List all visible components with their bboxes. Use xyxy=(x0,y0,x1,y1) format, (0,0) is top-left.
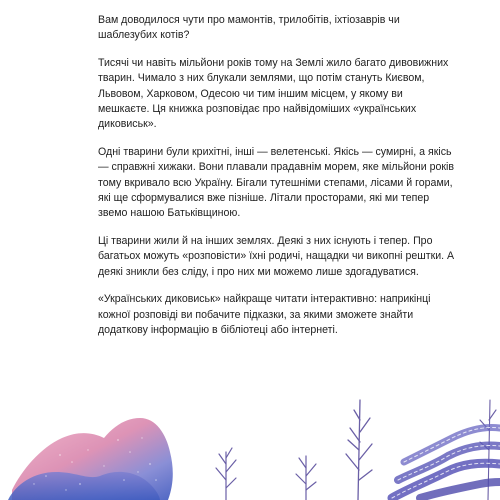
paragraph-4: Ці тварини жили й на інших землях. Деякі з них існують і тепер. Про багатьох можуть «розповісти» їхні родичі, нащадки чи викопні рештки. А деякі зникли без сліду, і про них ми можемо лише здогадуватися. xyxy=(98,234,455,278)
stream xyxy=(392,427,500,498)
tree-left xyxy=(216,448,236,500)
paragraph-2: Тисячі чи навіть мільйони років тому на Землі жило багато дивовижних тварин. Чимало з них блукали землями, що потім стануть Києвом, Львовом, Харковом, Одесою чи тим іншим місцем, у якому ви мешкаєте. Ця книжка розповідає про найвідоміших «українських диковиськ». xyxy=(98,56,449,131)
tree-right xyxy=(346,400,372,500)
landscape-illustration xyxy=(0,380,500,500)
paragraph-5: «Українських диковиськ» найкраще читати інтерактивно: наприкінці кожної розповіді ви побачите підказки, за якими зможете знайти додаткову інформацію в бібліотеці або інтернеті. xyxy=(98,293,431,336)
intro-text xyxy=(98,13,456,350)
paragraph-3: Одні тварини були крихітні, інші — велетенські. Якісь — сумирні, а якісь — справжні хижаки. Вони плавали прадавнім морем, яке мільйони років тому вкривало всю Україну. Бігали тутешніми степами, лісами й горами, які ще сформувалися вже пізніше. Літали просторами, які ми тепер звемо нашою Батьківщиною. xyxy=(98,145,455,220)
tree-middle xyxy=(296,456,316,500)
paragraph-1: Вам доводилося чути про мамонтів, трилобітів, іхтіозаврів чи шаблезубих котів? xyxy=(98,14,400,42)
